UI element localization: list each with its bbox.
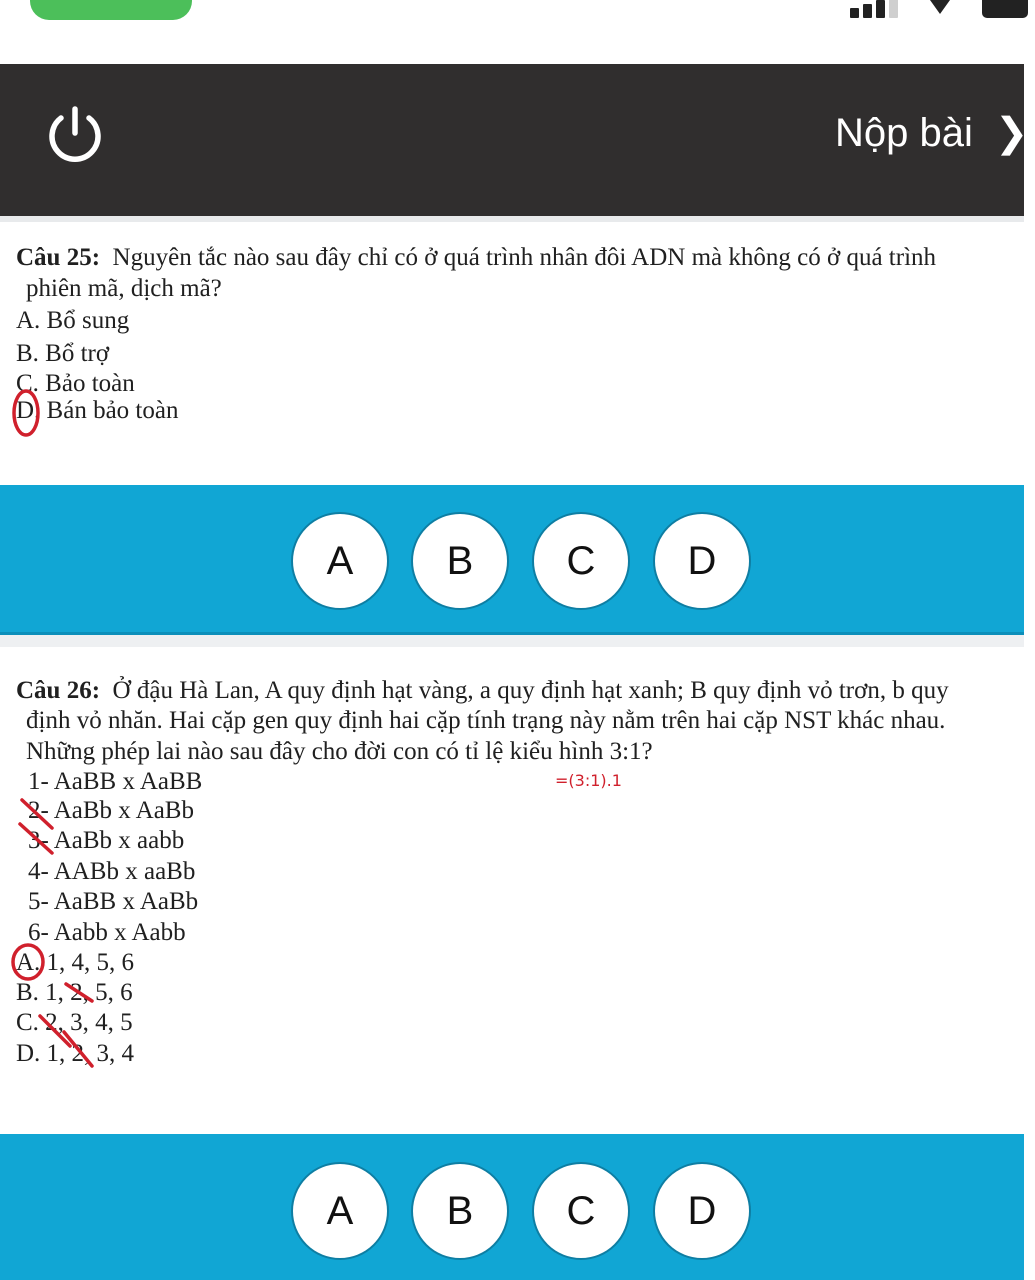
q25-choice-a-button[interactable]: A	[291, 512, 389, 610]
q26-cross-4: 4- AABb x aaBb	[28, 858, 196, 885]
q25-choice-d-button[interactable]: D	[653, 512, 751, 610]
strike-cross-2	[22, 800, 52, 828]
q26-choice-a-button[interactable]: A	[291, 1162, 389, 1260]
q26-cross-5: 5- AaBB x AaBb	[28, 888, 199, 915]
q26-text: Ở đậu Hà Lan, A quy định hạt vàng, a quy định hạt xanh; B quy định vỏ trơn, b quy	[112, 677, 949, 704]
battery-icon	[982, 0, 1028, 18]
q26-number: Câu 26:	[16, 677, 101, 704]
power-icon[interactable]	[44, 105, 106, 165]
strike-option-b	[66, 984, 92, 1001]
q26-option-b: B. 1, 2, 5, 6	[16, 979, 133, 1006]
time-pill	[30, 0, 192, 20]
chevron-right-icon: ❯	[994, 111, 1029, 155]
handwritten-marks	[0, 380, 203, 1080]
q25-text-cont: phiên mã, dịch mã?	[26, 275, 222, 302]
q26-option-c: C. 2, 3, 4, 5	[16, 1009, 133, 1036]
q25-answer-circle	[14, 391, 38, 435]
q25-option-c: C. Bảo toàn	[16, 370, 135, 397]
q25-choice-b-button[interactable]: B	[411, 512, 509, 610]
q26-cross-6: 6- Aabb x Aabb	[28, 919, 186, 946]
q26-option-d: D. 1, 2, 3, 4	[16, 1040, 135, 1067]
strike-option-d	[64, 1032, 92, 1066]
q26-choice-c-button[interactable]: C	[532, 1162, 630, 1260]
q26-option-a: A. 1, 4, 5, 6	[16, 949, 135, 976]
strike-option-c	[40, 1016, 70, 1046]
handwritten-note: =(3:1).1	[555, 771, 622, 790]
submit-label: Nộp bài	[835, 111, 973, 155]
q25-line1	[16, 243, 936, 273]
signal-icon	[850, 0, 906, 18]
q25-option-d: D. Bán bảo toàn	[16, 397, 179, 424]
q25-option-a: A. Bổ sung	[16, 307, 130, 334]
q26-choice-d-button[interactable]: D	[653, 1162, 751, 1260]
submit-button[interactable]	[835, 108, 1035, 158]
strike-cross-3	[20, 824, 52, 853]
divider	[0, 216, 1024, 222]
q26-choice-b-button[interactable]: B	[411, 1162, 509, 1260]
answer-bar-q26	[0, 1134, 1024, 1280]
q25-text: Nguyên tắc nào sau đây chỉ có ở quá trình nhân đôi ADN mà không có ở quá trình	[112, 244, 937, 271]
q26-text-cont1: định vỏ nhăn. Hai cặp gen quy định hai cặp tính trạng này nằm trên hai cặp NST khác nhau.	[26, 707, 946, 734]
q25-option-b: B. Bổ trợ	[16, 340, 110, 367]
q26-cross-3: 3- AaBb x aabb	[28, 827, 185, 854]
q26-cross-1: 1- AaBB x AaBB	[28, 768, 203, 795]
wifi-icon	[928, 0, 952, 18]
q26-answer-circle	[13, 945, 43, 979]
q26-text-cont2: Những phép lai nào sau đây cho đời con có tỉ lệ kiểu hình 3:1?	[26, 738, 653, 765]
q25-number: Câu 25:	[16, 244, 101, 271]
q26-cross-2: 2- AaBb x AaBb	[28, 797, 194, 824]
q25-choice-c-button[interactable]: C	[532, 512, 630, 610]
